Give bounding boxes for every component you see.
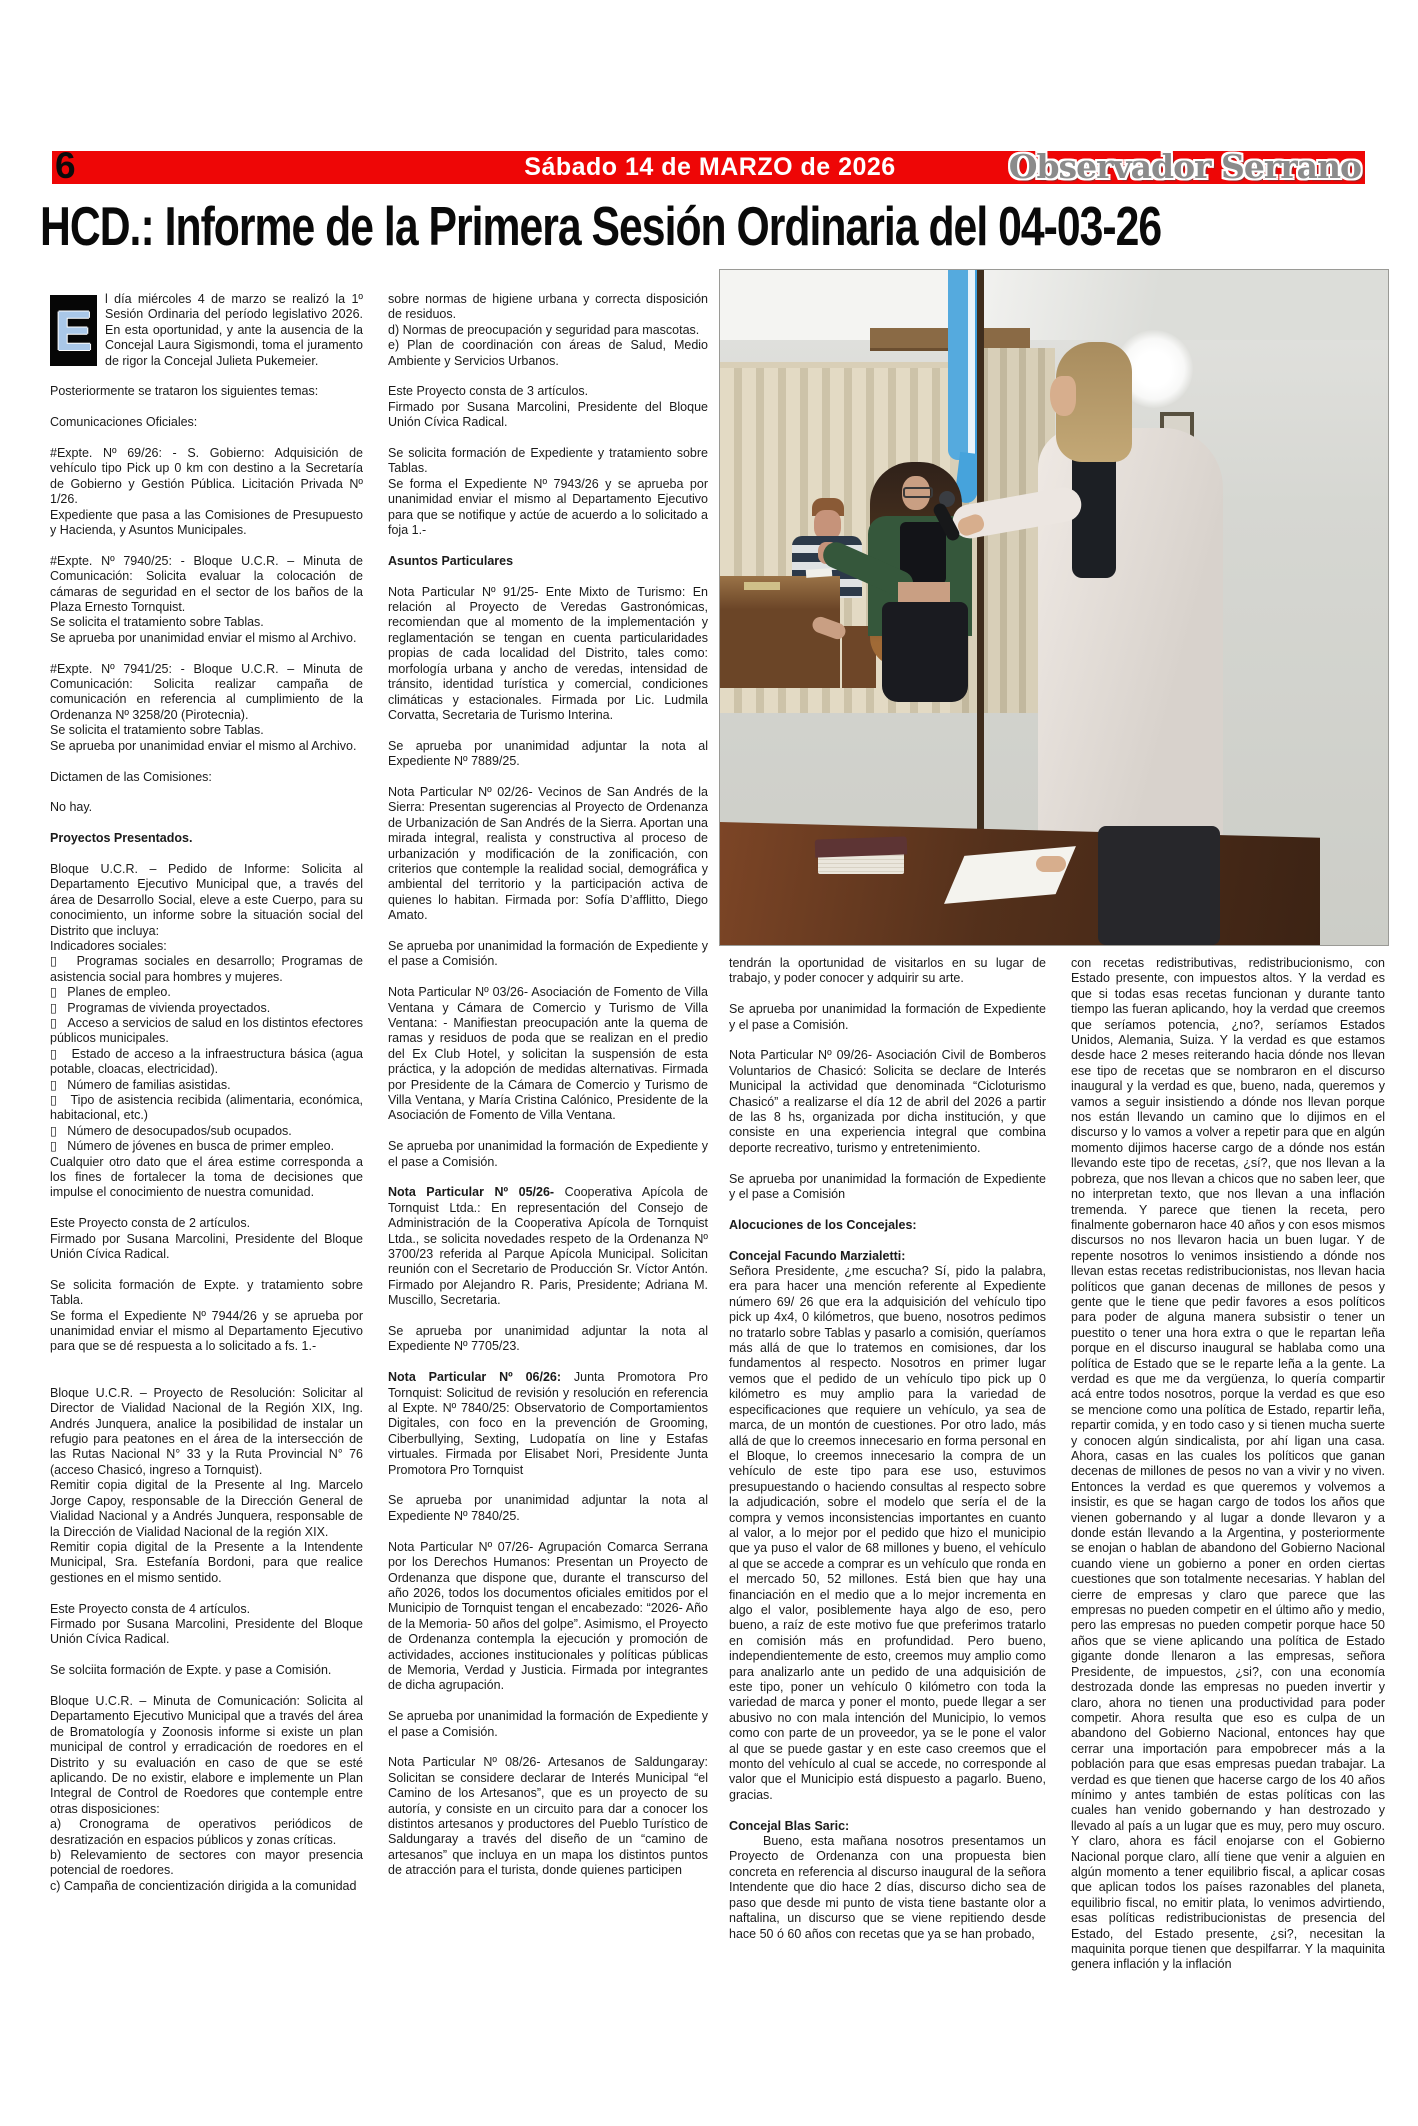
photo-councilwoman-waist [898,582,950,604]
paragraph: Nota Particular Nº 06/26: Junta Promotora Pro Tornquist: Solicitud de revisión y resolución en referencia al Expte. Nº 7840/25: Observatorio de Comportamientos Digitales, con foco en la prevención de Grooming, Ciberbullying, Sexting, Ludopatía on line y Estafas virtuales. Firmada por Elisabet Nori, Presidente Junta Promotora Pro Tornquist [388,1370,708,1477]
paragraph: Concejal Facundo Marzialetti: [729,1248,906,1263]
paragraph: Nota Particular Nº 05/26- Cooperativa Apícola de Tornquist Ltda.: En representación del Consejo de Administración de la Cooperativa Apícola de Tornquist Ltda., se solicita novedades respeto de la Ordenanza Nº 3700/23 referida al Parque Apícola Municipal. Solicitan reunión con el Secretario de Producción Sr. Víctor Antón. Firmado por Alejandro R. Paris, Presidente; Adriana M. Muscillo, Secretaria. [388,1185,708,1308]
article-column-1 [50,292,363,1894]
paragraph: sobre normas de higiene urbana y correcta disposición de residuos. [388,292,708,322]
paragraph: Se forma el Expediente Nº 7944/26 y se aprueba por unanimidad enviar el mismo al Departamento Ejecutivo para que se dé respuesta a lo solicitado a fs. 1.- [50,1308,363,1354]
paragraph: Bueno, esta mañana nosotros presentamos un Proyecto de Ordenanza con una propuesta bien concreta en referencia al discurso inaugural de la señora Intendente que dio hace 2 días, discurso dicho sea de paso que desde mi punto de vista tiene bastante olor a naftalina, un discurso que se viene repitiendo desde hace 50 ó 60 años con recetas que ya se han probado, [729,1834,1046,1941]
photo-black-skirt [882,602,968,702]
paragraph: ▯ Tipo de asistencia recibida (alimentaria, económica, habitacional, etc.) [50,1092,363,1123]
paragraph: Remitir copia digital de la Presente al Ing. Marcelo Jorge Capoy, responsable de la Dirección General de Vialidad Nacional y a Andrés Junquera, responsable de la Dirección de Vialidad Nacional de la región XIX. [50,1478,363,1539]
paragraph: a) Cronograma de operativos periódicos de desratización en espacios públicos y zonas críticas. [50,1817,363,1847]
paragraph: Se aprueba por unanimidad la formación de Expediente y el pase a Comisión. [729,1002,1046,1032]
paragraph: Posteriormente se trataron los siguientes temas: [50,384,319,399]
paragraph: Nota Particular Nº 02/26- Vecinos de San Andrés de la Sierra: Presentan sugerencias al Proyecto de Ordenanza de Urbanización de San Andrés de la Sierra. Aportan una mirada integral, realista y constructiva al proceso de urbanización y modificación de la zonificación, con criterios que contemple la realidad social, demográfica y ambiental del territorio y la participación activa de quienes lo habitan. Firmada por: Sofía D’afflitto, Diego Amato. [388,784,708,923]
paragraph: No hay. [50,800,93,815]
paragraph: Dictamen de las Comisiones: [50,769,212,784]
edition-date: Sábado 14 de MARZO de 2026 [524,153,896,181]
photo-desk-nameplate [744,582,780,590]
paragraph: Alocuciones de los Concejales: [729,1217,917,1232]
article-column-2 [388,292,708,1879]
paragraph: Este Proyecto consta de 2 artículos. [50,1216,251,1231]
photo-president-left-hand [1036,856,1066,872]
paragraph: d) Normas de preocupación y seguridad para mascotas. [388,322,700,337]
paragraph: ▯ Número de familias asistidas. [50,1077,231,1092]
paragraph: ▯ Acceso a servicios de salud en los distintos efectores públicos municipales. [50,1015,363,1046]
paragraph: Cualquier otro dato que el área estime corresponda a los fines de fortalecer la toma de decisiones que impulse el conocimiento de nuestra comunidad. [50,1154,363,1200]
paragraph: Este Proyecto consta de 3 artículos. [388,384,589,399]
paragraph: Nota Particular Nº 09/26- Asociación Civil de Bomberos Voluntarios de Chasicó: Solicita se declare de Interés Municipal la actividad que denominada “Cicloturismo Chasicó” a realizarse el día 12 de abril del 2026 a partir de las 8 hs, organizada por dicha institución, y que consiste en una experiencia integral que combina deporte recreativo, turismo y entretenimiento. [729,1048,1046,1155]
paragraph: Bloque U.C.R. – Pedido de Informe: Solicita al Departamento Ejecutivo Municipal que, a través del área de Desarrollo Social, eleve a este Cuerpo, para su conocimiento, un informe sobre la situación social del Distrito que incluya: [50,861,363,938]
paragraph: Se aprueba por unanimidad adjuntar la nota al Expediente Nº 7889/25. [388,738,708,769]
paragraph: Se solicita el tratamiento sobre Tablas. [50,615,264,630]
paragraph: ▯ Número de desocupados/sub ocupados. [50,1123,292,1138]
paragraph: Se solicita el tratamiento sobre Tablas. [50,723,264,738]
paragraph: Asuntos Particulares [388,553,514,568]
paragraph: Bloque U.C.R. – Minuta de Comunicación: Solicita al Departamento Ejecutivo Municipal que a través del área de Bromatología y Zoonosis informe si existe un plan municipal de control y erradicación de roedores en el Distrito y su evaluación en caso de que se esté aplicando. De no existir, elabore e implemente un Plan Integral de Control de Roedores que contemple entre otras disposiciones: [50,1693,363,1816]
paragraph: ▯ Programas de vivienda proyectados. [50,1000,271,1015]
page-header-bar [52,145,1365,186]
paragraph: Se aprueba por unanimidad adjuntar la nota al Expediente Nº 7705/23. [388,1324,708,1354]
paragraph: Expediente que pasa a las Comisiones de Presupuesto y Hacienda, y Asuntos Municipales. [50,507,363,538]
paragraph: Comunicaciones Oficiales: [50,415,198,430]
photo-flag-pole [977,270,984,870]
paragraph: Concejal Blas Saric: [729,1818,850,1833]
paragraph: Proyectos Presentados. [50,831,193,846]
page-number: 6 [55,145,76,186]
paragraph: Se aprueba por unanimidad la formación de Expediente y el pase a Comisión [729,1171,1046,1202]
paragraph: Nota Particular Nº 03/26- Asociación de Fomento de Villa Ventana y Cámara de Comercio y Turismo de Villa Ventana: - Manifiestan preocupación ante la quema de ramas y residuos de poda que se realizan en el predio del Ex Club Hotel, y solicitan la suspensión de esta práctica, y la adopción de medidas alternativas. Firmada por Presidente de la Cámara de Comercio y Turismo de Villa Ventana, y María Cristina Calónico, Presidente de la Asociación de Fomento de Villa Ventana. [388,985,708,1123]
paragraph: ▯ Programas sociales en desarrollo; Programas de asistencia social para hombres y mujeres. [50,954,363,984]
paragraph: E l día miércoles 4 de marzo se realizó la 1º Sesión Ordinaria del período legislativo 2026. En esta oportunidad, y ante la ausencia de la Concejal Laura Sigismondi, toma el juramento de rigor la Concejal Julieta Pukemeier. [50,292,363,369]
paragraph: Se aprueba por unanimidad enviar el mismo al Archivo. [50,738,357,753]
paragraph: Firmado por Susana Marcolini, Presidente del Bloque Unión Cívica Radical. [50,1231,363,1262]
photo-ceiling [720,270,1388,340]
paragraph: Se aprueba por unanimidad la formación de Expediente y el pase a Comisión. [388,1709,708,1739]
paragraph: Nota Particular Nº 07/26- Agrupación Comarca Serrana por los Derechos Humanos: Presentan un Proyecto de Ordenanza que dispone que, durante el transcurso del año 2026, todos los documentos oficiales emitidos por el Municipio de Tornquist tengan el encabezado: “2026- Año de la Memoria- 50 años del golpe”. Asimismo, el Proyecto de Ordenanza contempla la ejecución y promoción de actividades, acciones institucionales y políticas públicas de Memoria, Verdad y Justicia. Firmada por integrantes de dicha agrupación. [388,1539,708,1693]
photo-president-trousers [1098,826,1220,945]
paragraph: Indicadores sociales: [50,938,167,953]
paragraph: ▯ Estado de acceso a la infraestructura básica (agua potable, cloacas, electricidad). [50,1046,363,1077]
paragraph: Este Proyecto consta de 4 artículos. [50,1601,251,1616]
paragraph: Se aprueba por unanimidad la formación de Expediente y el pase a Comisión. [388,1139,708,1169]
paragraph: Bloque U.C.R. – Proyecto de Resolución: Solicitar al Director de Vialidad Nacional de la Región XIX, Ing. Andrés Junquera, analice la posibilidad de instalar un refugio para peatones en el área de la intersección de las Rutas Nacional N° 33 y la Ruta Provincial N° 76 (acceso Chasicó, ingreso a Tornquist). [50,1385,363,1477]
paragraph: Señora Presidente, ¿me escucha? Sí, pido la palabra, era para hacer una mención referente al Expediente número 69/ 26 que era la adquisición del vehículo tipo pick up 4x4, 0 kilómetros, que bueno, nosotros pedimos no tratarlo sobre Tablas y pasarlo a comisión, queríamos más allá de que lo tratemos en comisiones, dar los fundamentos al respecto. Nosotros en primer lugar vemos que el pedido de un vehículo tipo pick up 0 kilómetro es muy amplio para la variedad de especificaciones que requiere un vehículo, ya sea de marca, de un montón de cuestiones. Por otro lado, más allá de que lo creemos innecesario en forma personal en el Bloque, lo creemos innecesario la compra de un vehículo de este tipo para ese uso, estuvimos presupuestando o haciendo consultas al respecto sobre la adjudicación, sobre el modelo que sería el de la compra y vemos inconsistencias importantes en cuanto al valor, a lo mejor por el pedido que hizo el municipio que ya puso el valor de 68 millones y bueno, el vehículo al que se accede a comprar es un vehículo que ronda en el mercado 50, 52 millones. Está bien que hay una financiación en el medio que a lo mejor incrementa en algo el valor, posiblemente haya algo de eso, pero bueno, a raíz de este motivo fue que preferimos tratarlo en comisión más en profundidad. Pero bueno, independientemente de esto, creemos muy amplio como para analizarlo ante un pedido de una adquisición de este tipo, poner un vehículo 0 kilómetro con toda la variedad de marca y poner el monto, puede llegar a ser abusivo no con mala intención del Municipio, lo vemos como con parte de un proveedor, ya se le pone el valor al que se puede gastar y en este caso creemos que el monto del vehículo al cual se accede, no corresponde al valor que el Municipio está dispuesto a pagarlo. Bueno, gracias. [729,1264,1046,1802]
paragraph: Nota Particular Nº 91/25- Ente Mixto de Turismo: En relación al Proyecto de Veredas Gastronómicas, recomiendan que al momento de la implementación y reglamentación se tengan en cuenta particularidades propias de cada localidad del Distrito, tales como: morfología urbana y ancho de veredas, intensidad de tránsito, identidad turística y comercial, condiciones climáticas y estacionales. Firmada por Lic. Ludmila Corvatta, Secretaria de Turismo Interina. [388,584,708,722]
paragraph: con recetas redistributivas, redistribucionismo, con Estado presente, con impuestos altos. Y la verdad es que si todas esas recetas funcionan y durante tanto tiempo las fueran aplicando, hoy la verdad que creemos que seríamos potencia, ¿no?, seríamos Estados Unidos, Alemania, Suiza. Y la verdad es que estamos desde hace 2 meses reiterando hacia dónde nos llevan ese tipo de recetas que se nombraron en el discurso inaugural y la verdad es que, bueno, nada, queremos y vamos a seguir insistiendo a dónde nos llevan porque nos están llevando un camino que lo dijimos en el discurso y lo vamos a volver a repetir para que en algún momento dijimos hacerse cargo de a dónde nos están llevando este tipo de recetas, ¿sí?, que nos llevan a la pobreza, que nos llevan a chicos que no saben leer, que no interpretan texto, que nos llevan a una inflación tremenda. Y parece que tienen la receta, pero finalmente gobernaron hace 40 años y con esos mismos discursos no nos llevaron hacia un buen lugar. Y de repente nosotros lo venimos insistiendo a dónde nos llevan estas recetas redistribucionistas, nos llevan hacia políticos que ganan decenas de millones de pesos y gente que le tiene que pedir favores a esos políticos para poder de alguna manera subsistir o tener un puestito o tener una hora extra o que le repartan leña porque en el discurso inaugural se hablaba como una política de Estado que se le reparte leña a la gente. La verdad es que me da vergüenza, lo quería compartir acá entre todos nosotros, porque la verdad es que eso se mencione como una política de Estado, repartir leña, repartir comida, y en todo caso y si tienen mucha suerte y conocen algún sindicalista, por ahí ligan una casa. Ahora, casas en las cuales los políticos que ganan decenas de millones de pesos no van a vivir y no viven. Entonces la verdad es que queremos y volvemos a insistir, es que se hagan cargo de todos los años que vienen gobernando y al lugar a donde llevaron y a donde están llevando a la Argentina, y posteriormente se enojan o hablan de abandono del Gobierno Nacional cuando viene un gobierno a poner en orden ciertas cuestiones que son totalmente necesarias. Y hablan del cierre de empresas y claro que parece que las empresas no pueden competir en el último año y medio, pero las empresas no pueden competir porque hace 50 años que se viene aplicando una política de Estado gigante donde llenaron a las empresas, señora Presidente, de impuestos, ¿si?, con una economía destrozada donde las empresas no pueden invertir y claro, ahora no tienen una productividad para poder competir. Ahora resulta que eso es culpa de un abandono del Gobierno Nacional, entonces hay que cerrar una importación para empobrecer más a la población para que esas empresas puedan trabajar. La verdad es que tienen que hacerse cargo de los 40 años mínimo y antes también de estas políticas con las cuales han venido gobernando y han destrozado y llevado al país a un lugar que es muy, pero muy oscuro. Y claro, ahora es fácil enojarse con el Gobierno Nacional porque claro, allí tiene que venir a alguien en algún momento a tener equilibrio fiscal, a aplicar cosas que aplican todos los países razonables del planeta, equilibrio fiscal, no emitir plata, lo venimos advirtiendo, esas políticas redistribucionistas de presencia del Estado, del Estado presente, ¿si?, necesitan la maquinita porque tienen que despilfarrar. Y la maquinita genera inflación y la inflación [1071,956,1385,1972]
news-photo [720,270,1388,945]
paragraph: tendrán la oportunidad de visitarlos en su lugar de trabajo, y poder conocer y adquirir su arte. [729,956,1046,986]
paragraph: Se solciita formación de Expte. y pase a Comisión. [50,1663,332,1678]
paragraph: Firmado por Susana Marcolini, Presidente del Bloque Unión Cívica Radical. [388,399,708,430]
drop-cap: E [50,295,97,366]
paragraph: c) Campaña de concientización dirigida a la comunidad [50,1878,357,1893]
paragraph: b) Relevamiento de sectores con mayor presencia potencial de roedores. [50,1848,363,1878]
photo-glasses [903,487,933,498]
paragraph: Nota Particular Nº 08/26- Artesanos de Saldungaray: Solicitan se considere declarar de Interés Municipal “el Camino de los Artesanos”, que es un proyecto de su autoría, y consiste en un circuito para dar a conocer los distintos artesanos y productores del Pueblo Turístico de Saldungaray a través del diseño de un “camino de artesanos” que incluya en un mapa los distintos puntos de atracción para el turista, donde quienes participen [388,1755,708,1878]
paragraph: Se solicita formación de Expediente y tratamiento sobre Tablas. [388,446,708,476]
paragraph: Se aprueba por unanimidad enviar el mismo al Archivo. [50,630,357,645]
paragraph: Se solicita formación de Expte. y tratamiento sobre Tabla. [50,1277,363,1308]
paragraph: ▯ Número de jóvenes en busca de primer empleo. [50,1139,335,1154]
paragraph: Se forma el Expediente Nº 7943/26 y se aprueba por unanimidad enviar el mismo al Departamento Ejecutivo para que se notifique y actúe de acuerdo a lo solicitado a foja 1.- [388,476,708,538]
paragraph: #Expte. Nº 7941/25: - Bloque U.C.R. – Minuta de Comunicación: Solicita realizar campaña de comunicación en referencia al cumplimiento de la Ordenanza Nº 3258/20 (Pirotecnia). [50,661,363,722]
photo-president-face [1050,376,1076,416]
paragraph: #Expte. Nº 7940/25: - Bloque U.C.R. – Minuta de Comunicación: Solicita evaluar la colocación de cámaras de seguridad en el sector de los baños de la Plaza Ernesto Tornquist. [50,553,363,615]
article-headline: HCD.: Informe de la Primera Sesión Ordinaria del 04-03-26 [40,196,1162,258]
paragraph: Se aprueba por unanimidad adjuntar la nota al Expediente Nº 7840/25. [388,1493,708,1523]
paragraph: #Expte. Nº 69/26: - S. Gobierno: Adquisición de vehículo tipo Pick up 0 km con destino a la Secretaría de Gobierno y Gestión Pública. Licitación Privada Nº 1/26. [50,446,363,507]
paragraph: ▯ Planes de empleo. [50,985,171,1000]
article-column-3 [729,956,1046,1942]
paragraph: Firmado por Susana Marcolini, Presidente del Bloque Unión Cívica Radical. [50,1616,363,1647]
article-column-4 [1071,956,1385,1973]
paragraph: Remitir copia digital de la Presente a la Intendente Municipal, Sra. Estefanía Bordoni, para que realice gestiones en el mismo sentido. [50,1539,363,1585]
photo-oath-book-cover [815,836,908,857]
paragraph: Se aprueba por unanimidad la formación de Expediente y el pase a Comisión. [388,938,708,969]
paragraph: e) Plan de coordinación con áreas de Salud, Medio Ambiente y Servicios Urbanos. [388,338,708,368]
masthead-logo: Observador Serrano [1008,147,1361,186]
